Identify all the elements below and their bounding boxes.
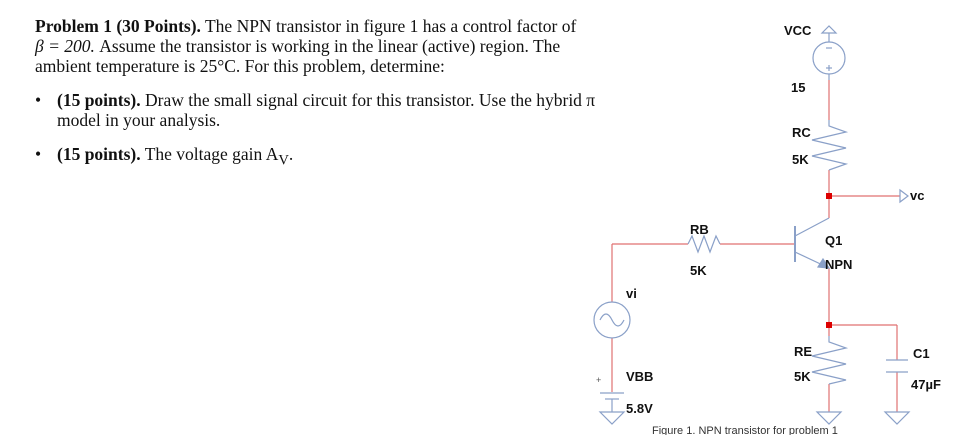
q1-type: NPN [825,257,853,272]
rb-value: 5K [690,263,707,278]
c1-value: 47µF [911,377,941,392]
rb-resistor-icon [688,236,720,252]
beta-equation: β = 200. [35,36,95,56]
problem-heading: Problem 1 (30 Points). [35,16,201,36]
vc-label: vc [910,188,925,203]
figure-caption: Figure 1. NPN transistor for problem 1 [652,425,838,435]
sine-wave-icon [600,314,624,326]
re-label: RE [794,344,813,359]
bullet-1-text-cont: model in your analysis. [57,110,221,130]
rc-value: 5K [792,152,809,167]
bullet-2-text: The voltage gain A [144,144,279,164]
rb-label: RB [690,222,709,237]
ground-c1-icon [885,412,909,424]
transistor-collector-leg [795,218,829,236]
bullet-2-subscript: V [278,152,289,169]
c1-label: C1 [913,346,930,361]
rc-resistor-icon [812,120,846,170]
re-value: 5K [794,369,811,384]
vbb-label: VBB [626,369,654,384]
junction-collector-node [826,193,832,199]
q1-label: Q1 [825,233,843,248]
ground-re-icon [817,412,841,424]
bullet-2-points: (15 points). [57,144,141,164]
vc-port-icon [900,190,908,202]
vcc-label: VCC [784,23,812,38]
intro-line-2: Assume the transistor is working in the linear (active) region. The [99,36,561,56]
ground-vbb-icon [600,412,624,424]
vbb-plus-sign: + [596,375,602,385]
vcc-value: 15 [791,80,806,95]
intro-line-3: ambient temperature is 25°C. For this problem, determine: [35,56,445,76]
bullet-1-text: Draw the small signal circuit for this transistor. Use the hybrid π [145,90,596,110]
junction-emitter-node [826,322,832,328]
rc-label: RC [792,125,811,140]
re-resistor-icon [812,336,846,384]
bullet-1-points: (15 points). [57,90,141,110]
bullet-icon: • [35,90,42,110]
vi-label: vi [626,286,637,301]
bullet-icon: • [35,144,42,164]
intro-line-1: The NPN transistor in figure 1 has a control factor of [204,16,577,36]
vcc-flag-icon [822,26,836,33]
vbb-value: 5.8V [626,401,653,416]
wires [612,80,900,412]
bullet-2-tail: . [288,144,294,164]
